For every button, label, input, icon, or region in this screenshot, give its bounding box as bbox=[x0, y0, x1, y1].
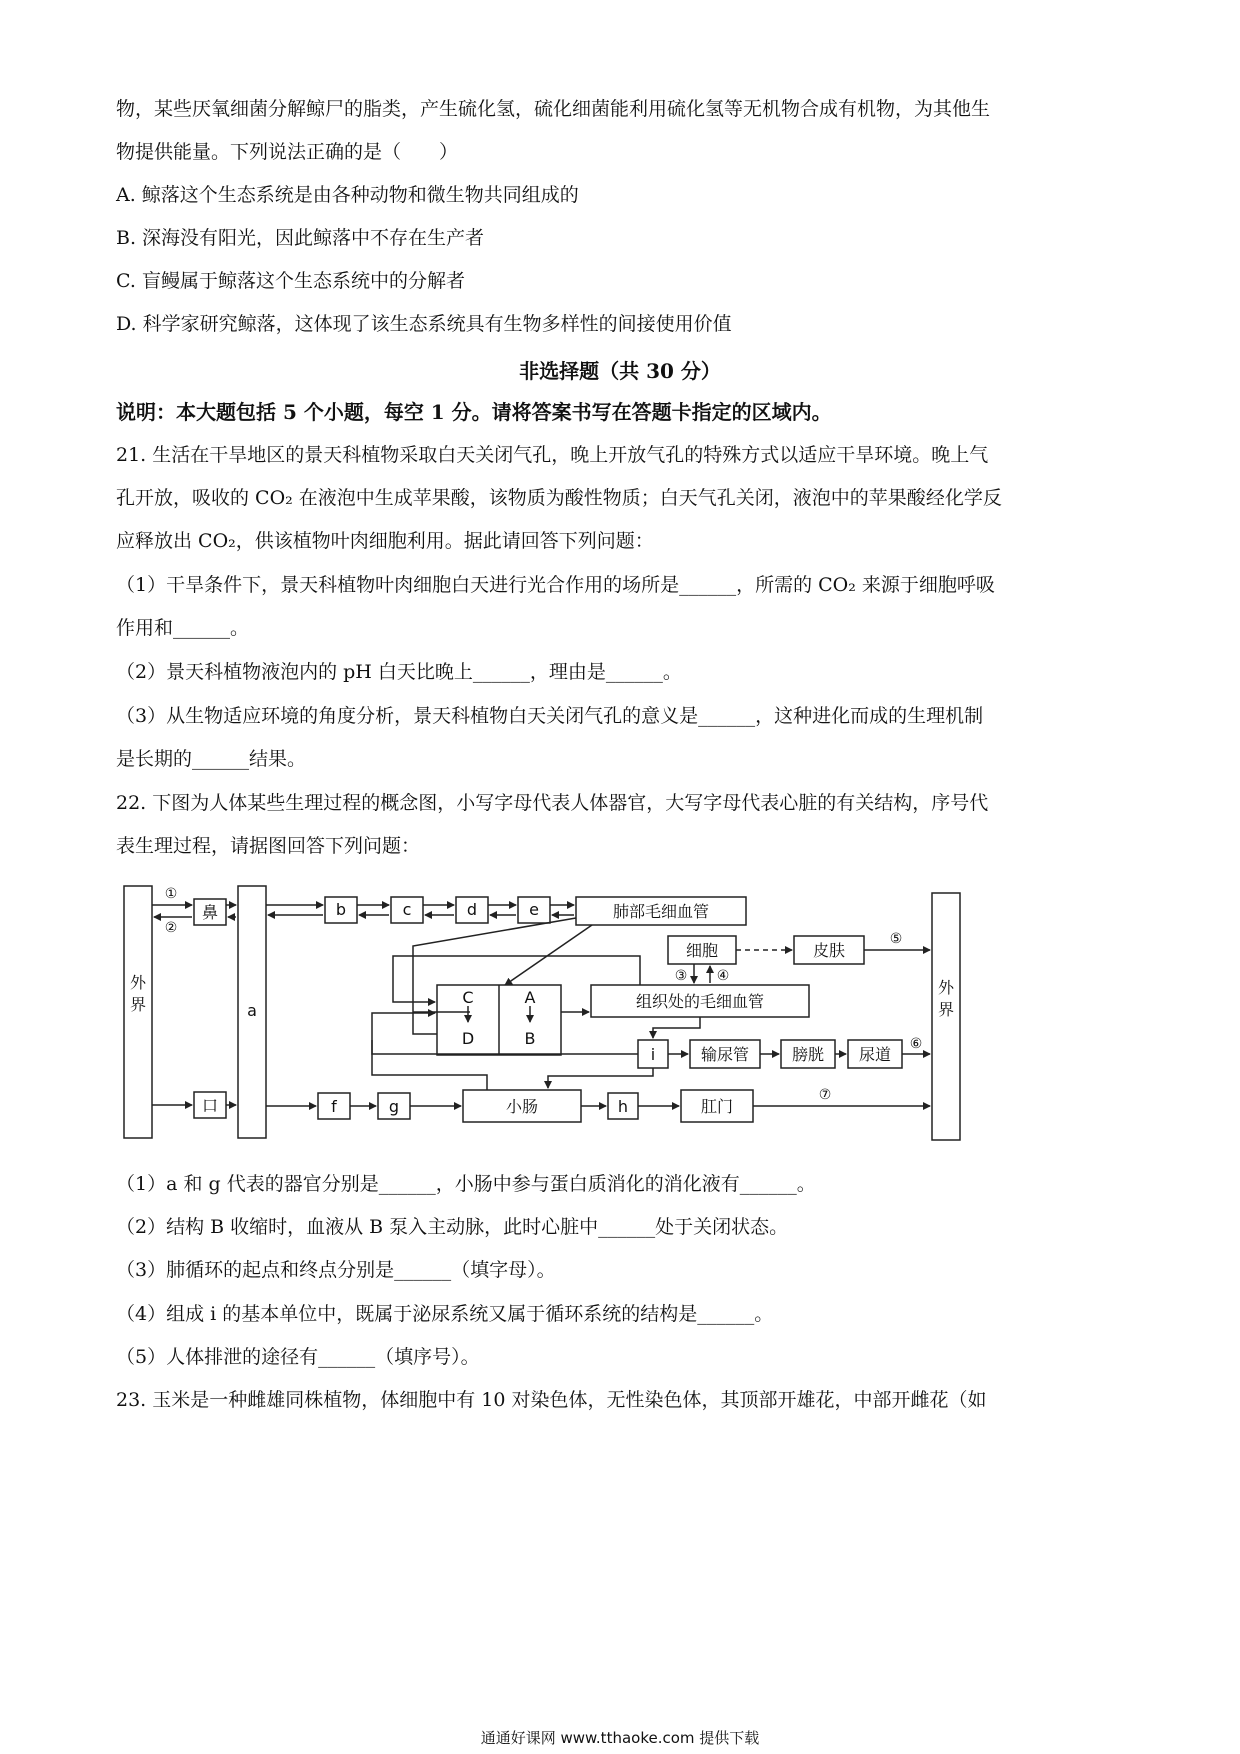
text-line: 物，某些厌氧细菌分解鲸尸的脂类，产生硫化氢，硫化细菌能利用硫化氢等无机物合成有机物，为其他生 bbox=[116, 98, 991, 120]
process-5-label: ⑤ bbox=[889, 931, 903, 947]
option-d: D. 科学家研究鲸落，这体现了该生态系统具有生物多样性的间接使用价值 bbox=[116, 313, 732, 335]
tissue-capillary-label: 组织处的毛细血管 bbox=[635, 992, 765, 1011]
option-b: B. 深海没有阳光，因此鲸落中不存在生产者 bbox=[116, 227, 485, 249]
h-label: h bbox=[617, 1097, 629, 1116]
q22-line: （2）结构 B 收缩时，血液从 B 泵入主动脉，此时心脏中______处于关闭状态。 bbox=[116, 1216, 789, 1238]
q21-line: （3）从生物适应环境的角度分析，景天科植物白天关闭气孔的意义是______，这种进化而成的生理机制 bbox=[116, 705, 984, 727]
section-title: 非选择题（共 30 分） bbox=[519, 359, 721, 383]
page-footer: 通通好课网 www.tthaoke.com 提供下载 bbox=[480, 1729, 760, 1747]
process-2-label: ② bbox=[164, 920, 178, 936]
text-line: 物提供能量。下列说法正确的是（ ） bbox=[116, 141, 459, 163]
q21-line: （2）景天科植物液泡内的 pH 白天比晚上______，理由是______。 bbox=[116, 661, 682, 683]
q22-line: （4）组成 i 的基本单位中，既属于泌尿系统又属于循环系统的结构是______。 bbox=[116, 1303, 774, 1325]
nose-label: 鼻 bbox=[201, 903, 219, 922]
q22-line: （5）人体排泄的途径有______（填序号）。 bbox=[116, 1346, 480, 1368]
f-label: f bbox=[331, 1097, 337, 1116]
small-intestine-label: 小肠 bbox=[505, 1097, 539, 1116]
a-label: a bbox=[247, 1001, 257, 1020]
q22-line: （1）a 和 g 代表的器官分别是______，小肠中参与蛋白质消化的消化液有______。 bbox=[116, 1173, 816, 1195]
process-6-label: ⑥ bbox=[909, 1036, 923, 1052]
i-label: i bbox=[650, 1045, 656, 1064]
outside-left-label: 外界 bbox=[129, 973, 147, 1014]
q22-intro: 表生理过程，请据图回答下列问题： bbox=[116, 835, 421, 857]
outside-right-label: 外界 bbox=[937, 978, 955, 1019]
heart-C-label: C bbox=[462, 988, 474, 1007]
q21-line: 孔开放，吸收的 CO₂ 在液泡中生成苹果酸，该物质为酸性物质；白天气孔关闭，液泡中的苹果酸经化学反 bbox=[116, 487, 1002, 509]
heart-D-label: D bbox=[461, 1029, 475, 1048]
g-label: g bbox=[388, 1097, 400, 1116]
heart-B-label: B bbox=[524, 1029, 536, 1048]
process-4-label: ④ bbox=[716, 968, 730, 984]
q22-intro: 22. 下图为人体某些生理过程的概念图，小写字母代表人体器官，大写字母代表心脏的有关结构，序号代 bbox=[116, 792, 989, 814]
cell-label: 细胞 bbox=[685, 941, 719, 960]
q22-line: （3）肺循环的起点和终点分别是______（填字母）。 bbox=[116, 1259, 556, 1281]
ureter-label: 输尿管 bbox=[700, 1045, 750, 1064]
process-1-label: ① bbox=[164, 886, 178, 902]
option-c: C. 盲鳗属于鲸落这个生态系统中的分解者 bbox=[116, 270, 465, 292]
q23-line: 23. 玉米是一种雌雄同株植物，体细胞中有 10 对染色体，无性染色体，其顶部开雄花，中部开雌花（如 bbox=[116, 1389, 987, 1411]
b-label: b bbox=[335, 900, 347, 919]
q21-line: 是长期的______结果。 bbox=[116, 748, 307, 770]
process-7-label: ⑦ bbox=[818, 1087, 832, 1103]
e-label: e bbox=[529, 900, 539, 919]
mouth-label: 口 bbox=[201, 1096, 219, 1115]
instruction: 说明：本大题包括 5 个小题，每空 1 分。请将答案书写在答题卡指定的区域内。 bbox=[116, 400, 832, 424]
urethra-label: 尿道 bbox=[858, 1045, 892, 1064]
q21-line: 21. 生活在干旱地区的景天科植物采取白天关闭气孔，晚上开放气孔的特殊方式以适应干旱环境。晚上气 bbox=[116, 444, 989, 466]
q21-line: 应释放出 CO₂，供该植物叶肉细胞利用。据此请回答下列问题： bbox=[116, 530, 654, 552]
lung-capillary-label: 肺部毛细血管 bbox=[612, 902, 710, 921]
q21-line: （1）干旱条件下，景天科植物叶肉细胞白天进行光合作用的场所是______，所需的 CO₂ 来源于细胞呼吸 bbox=[116, 574, 995, 596]
q21-line: 作用和______。 bbox=[116, 617, 250, 639]
anus-label: 肛门 bbox=[700, 1097, 734, 1116]
c-label: c bbox=[402, 900, 412, 919]
bladder-label: 膀胱 bbox=[791, 1045, 825, 1064]
skin-label: 皮肤 bbox=[812, 941, 846, 960]
heart-A-label: A bbox=[524, 988, 536, 1007]
option-a: A. 鲸落这个生态系统是由各种动物和微生物共同组成的 bbox=[116, 184, 579, 206]
process-3-label: ③ bbox=[674, 968, 688, 984]
d-label: d bbox=[466, 900, 478, 919]
